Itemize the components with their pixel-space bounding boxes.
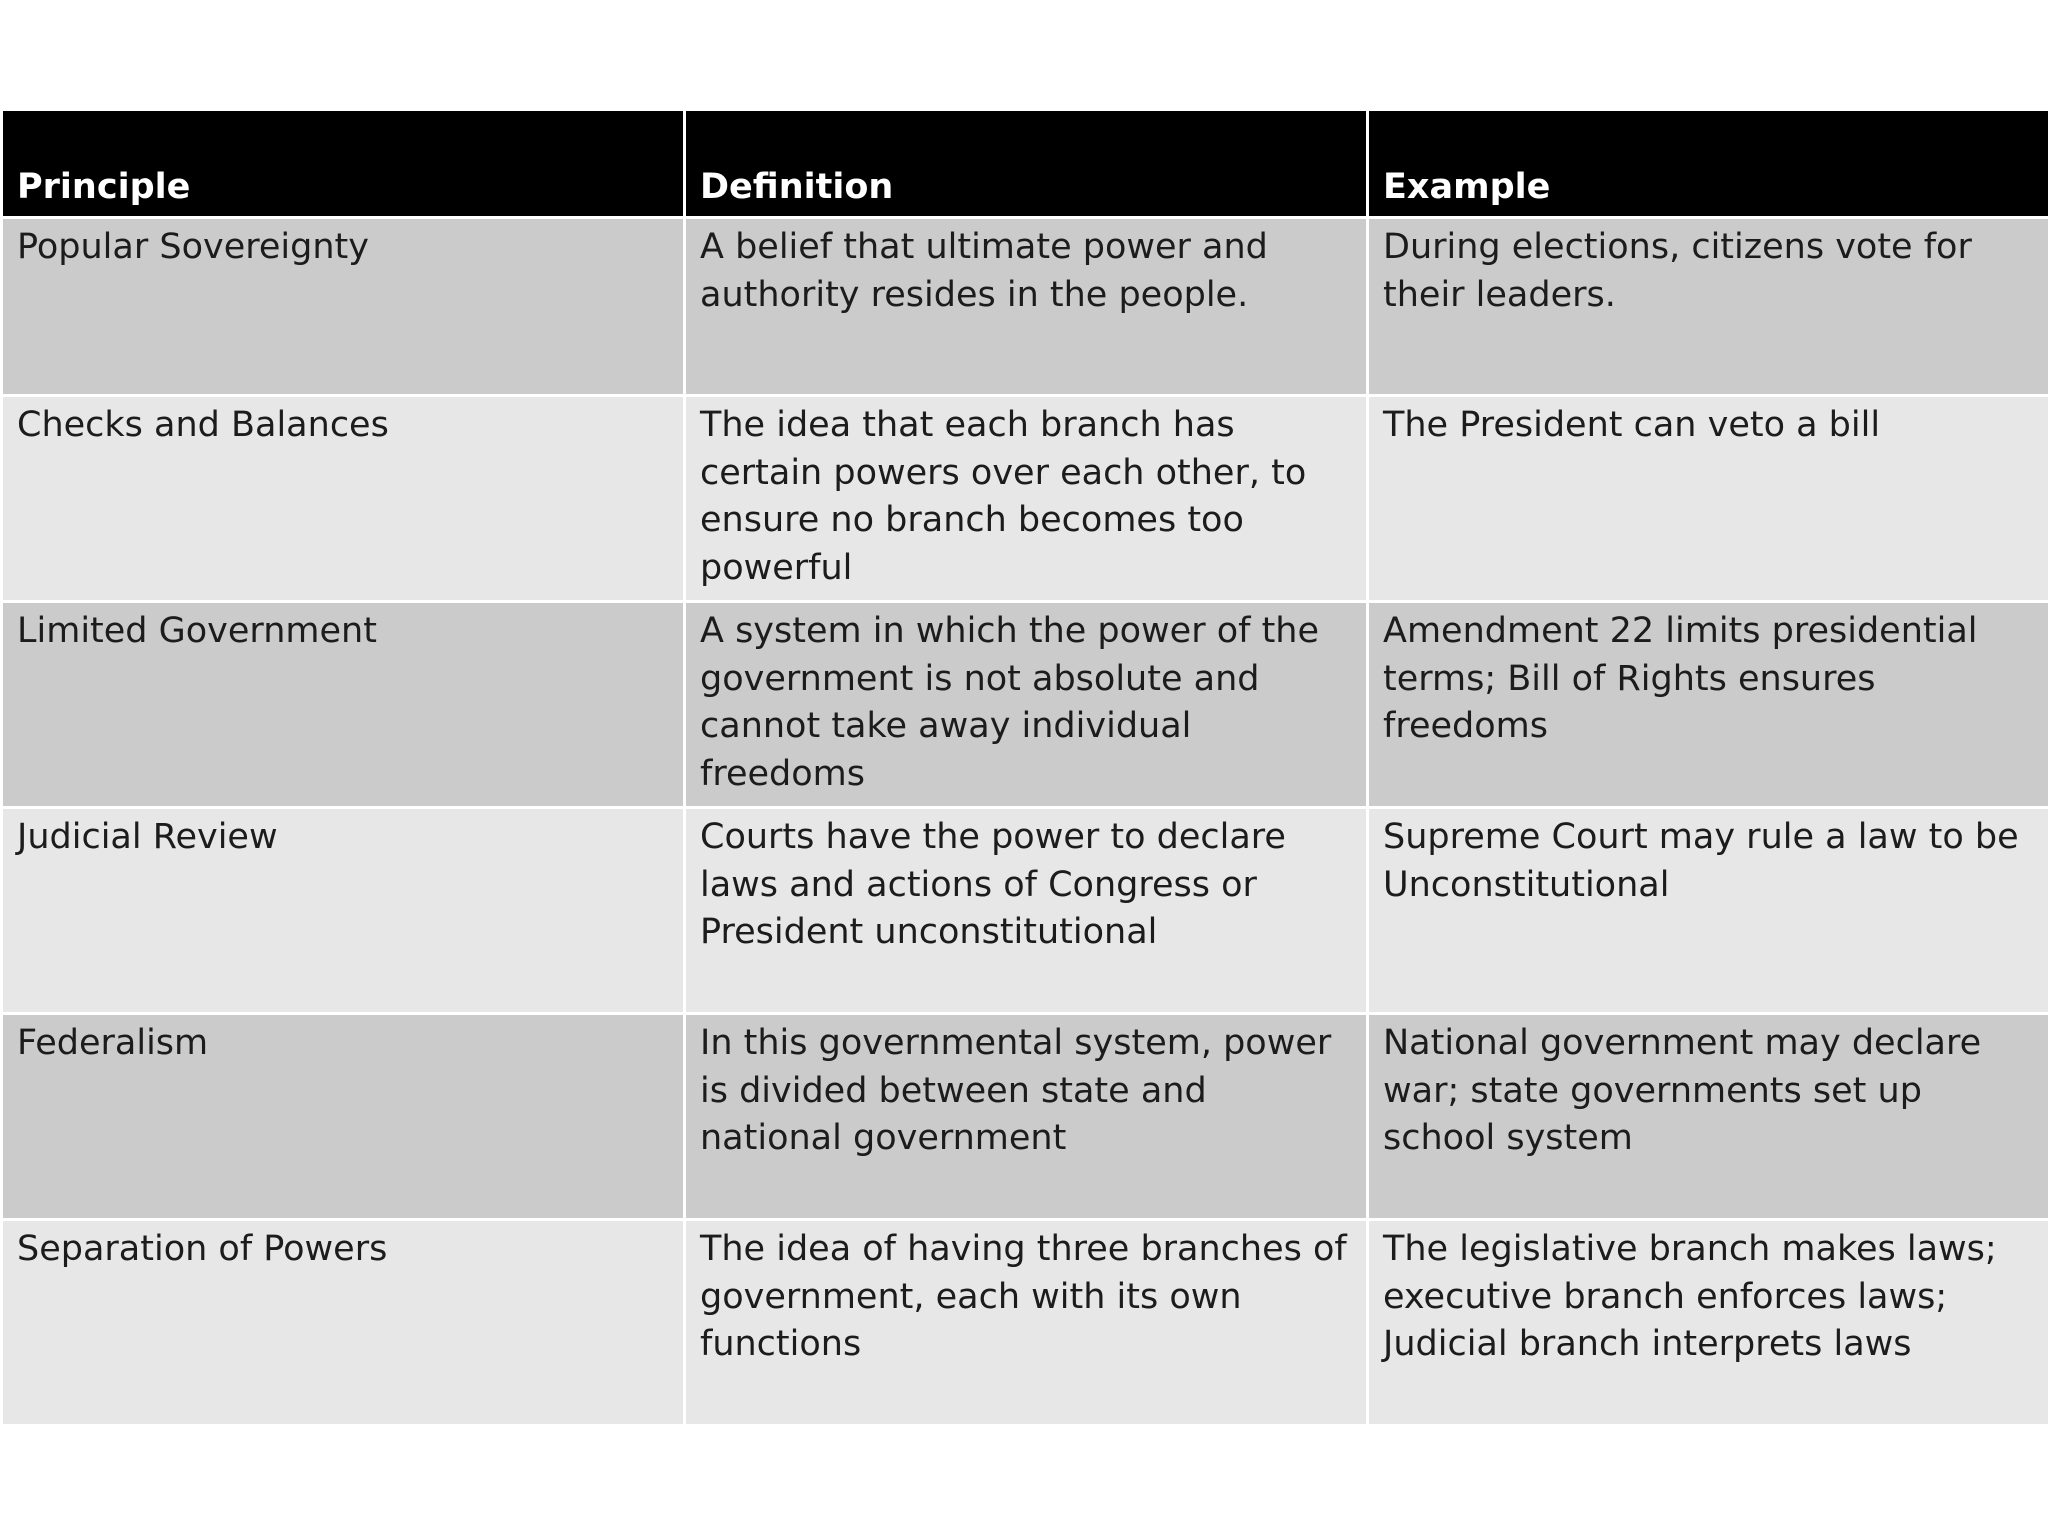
cell-example: The legislative branch makes laws; executive branch enforces laws; Judicial branch interprets laws — [1368, 1220, 2048, 1426]
cell-definition: Courts have the power to declare laws and actions of Congress or President unconstitutional — [685, 808, 1368, 1014]
table-header — [2, 110, 2048, 218]
cell-definition: A system in which the power of the government is not absolute and cannot take away individual freedoms — [685, 602, 1368, 808]
cell-principle: Judicial Review — [2, 808, 685, 1014]
table-row — [2, 1014, 2048, 1220]
table-body — [2, 218, 2048, 1426]
cell-example: During elections, citizens vote for their leaders. — [1368, 218, 2048, 396]
cell-principle: Separation of Powers — [2, 1220, 685, 1426]
header-example: Example — [1368, 110, 2048, 218]
cell-example: Amendment 22 limits presidential terms; Bill of Rights ensures freedoms — [1368, 602, 2048, 808]
header-row — [2, 110, 2048, 218]
table-row — [2, 808, 2048, 1014]
cell-principle: Limited Government — [2, 602, 685, 808]
cell-example: Supreme Court may rule a law to be Unconstitutional — [1368, 808, 2048, 1014]
header-definition: Definition — [685, 110, 1368, 218]
cell-definition: The idea of having three branches of government, each with its own functions — [685, 1220, 1368, 1426]
table-row — [2, 396, 2048, 602]
principles-table — [0, 108, 2048, 1427]
cell-definition: In this governmental system, power is divided between state and national government — [685, 1014, 1368, 1220]
cell-principle: Federalism — [2, 1014, 685, 1220]
cell-principle: Checks and Balances — [2, 396, 685, 602]
cell-example: National government may declare war; state governments set up school system — [1368, 1014, 2048, 1220]
table-row — [2, 602, 2048, 808]
cell-definition: A belief that ultimate power and authority resides in the people. — [685, 218, 1368, 396]
cell-principle: Popular Sovereignty — [2, 218, 685, 396]
header-principle: Principle — [2, 110, 685, 218]
cell-definition: The idea that each branch has certain powers over each other, to ensure no branch becomes too powerful — [685, 396, 1368, 602]
cell-example: The President can veto a bill — [1368, 396, 2048, 602]
table-row — [2, 218, 2048, 396]
table-row — [2, 1220, 2048, 1426]
